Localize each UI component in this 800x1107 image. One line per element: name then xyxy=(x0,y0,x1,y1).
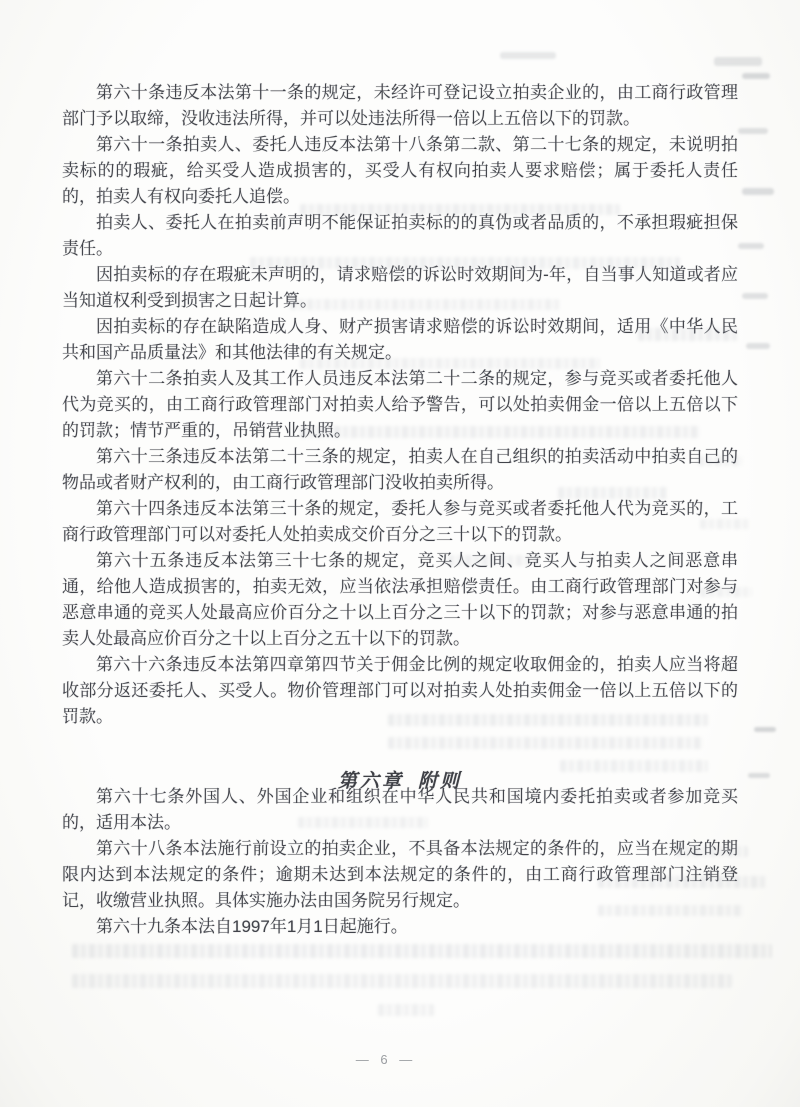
law-paragraph-article-62: 第六十二条拍卖人及其工作人员违反本法第二十二条的规定，参与竞买或者委托他人代为竞买的，由工商行政管理部门对拍卖人给予警告，可以处拍卖佣金一倍以上五倍以下的罚款；情节严重的，吊销营业执照。 xyxy=(62,369,738,440)
page-number: — 6 — xyxy=(355,1052,417,1067)
bleedthrough-mark xyxy=(72,944,772,958)
edge-smudge xyxy=(742,293,768,299)
law-paragraph-article-61-limitation: 因拍卖标的存在瑕疵未声明的，请求赔偿的诉讼时效期间为-年，自当事人知道或者应当知道权利受到损害之日起计算。 xyxy=(62,265,738,310)
edge-smudge xyxy=(714,57,762,66)
law-paragraph-article-67: 第六十七条外国人、外国企业和组织在中华人民共和国境内委托拍卖或者参加竞买的，适用本法。 xyxy=(62,787,738,832)
edge-smudge xyxy=(738,128,768,134)
law-paragraph-article-64: 第六十四条违反本法第三十条的规定，委托人参与竞买或者委托他人代为竞买的，工商行政管理部门可以对委托人处拍卖成交价百分之三十以下的罚款。 xyxy=(62,499,738,544)
edge-smudge xyxy=(754,727,776,732)
edge-smudge xyxy=(500,52,556,59)
edge-smudge xyxy=(746,343,770,349)
law-paragraph-article-61-warranty: 拍卖人、委托人在拍卖前声明不能保证拍卖标的的真伪或者品质的，不承担瑕疵担保责任。 xyxy=(62,213,738,258)
law-paragraph-article-69: 第六十九条本法自1997年1月1日起施行。 xyxy=(96,917,408,936)
law-paragraph-article-66: 第六十六条违反本法第四章第四节关于佣金比例的规定收取佣金的，拍卖人应当将超收部分返还委托人、买受人。物价管理部门可以对拍卖人处拍卖佣金一倍以上五倍以下的罚款。 xyxy=(62,655,738,726)
chapter-number: 第六章 xyxy=(337,769,404,792)
law-text-body-upper xyxy=(62,80,738,740)
edge-smudge xyxy=(742,188,774,195)
edge-smudge xyxy=(748,773,770,778)
law-paragraph-article-61-defect: 因拍卖标的存在缺陷造成人身、财产损害请求赔偿的诉讼时效期间，适用《中华人民共和国产品质量法》和其他法律的有关规定。 xyxy=(62,317,738,362)
edge-smudge xyxy=(742,73,770,79)
bleedthrough-mark xyxy=(72,974,732,988)
law-paragraph-article-68: 第六十八条本法施行前设立的拍卖企业，不具备本法规定的条件的，应当在规定的期限内达到本法规定的条件；逾期未达到本法规定的条件的，由工商行政管理部门注销登记，收缴营业执照。具体实施办法由国务院另行规定。 xyxy=(62,839,738,910)
bleedthrough-mark xyxy=(378,1004,434,1016)
chapter-title: 附则 xyxy=(418,769,463,792)
law-paragraph-article-60: 第六十条违反本法第十一条的规定，未经许可登记设立拍卖企业的，由工商行政管理部门予以取缔，没收违法所得，并可以处违法所得一倍以上五倍以下的罚款。 xyxy=(62,83,738,128)
law-paragraph-article-65: 第六十五条违反本法第三十七条的规定，竞买人之间、竞买人与拍卖人之间恶意串通，给他人造成损害的，拍卖无效，应当依法承担赔偿责任。由工商行政管理部门对参与恶意串通的竞买人处最高应价百分之十以上百分之三十以下的罚款；对参与恶意串通的拍卖人处最高应价百分之十以上百分之五十以下的罚款。 xyxy=(62,551,738,648)
law-paragraph-article-61: 第六十一条拍卖人、委托人违反本法第十八条第二款、第二十七条的规定，未说明拍卖标的的瑕疵，给买受人造成损害的，买受人有权向拍卖人要求赔偿；属于委托人责任的，拍卖人有权向委托人追偿。 xyxy=(62,135,738,206)
law-text-body-lower xyxy=(62,784,738,940)
edge-smudge xyxy=(738,243,764,249)
law-paragraph-article-63: 第六十三条违反本法第二十三条的规定，拍卖人在自己组织的拍卖活动中拍卖自己的物品或者财产权利的，由工商行政管理部门没收拍卖所得。 xyxy=(62,447,738,492)
